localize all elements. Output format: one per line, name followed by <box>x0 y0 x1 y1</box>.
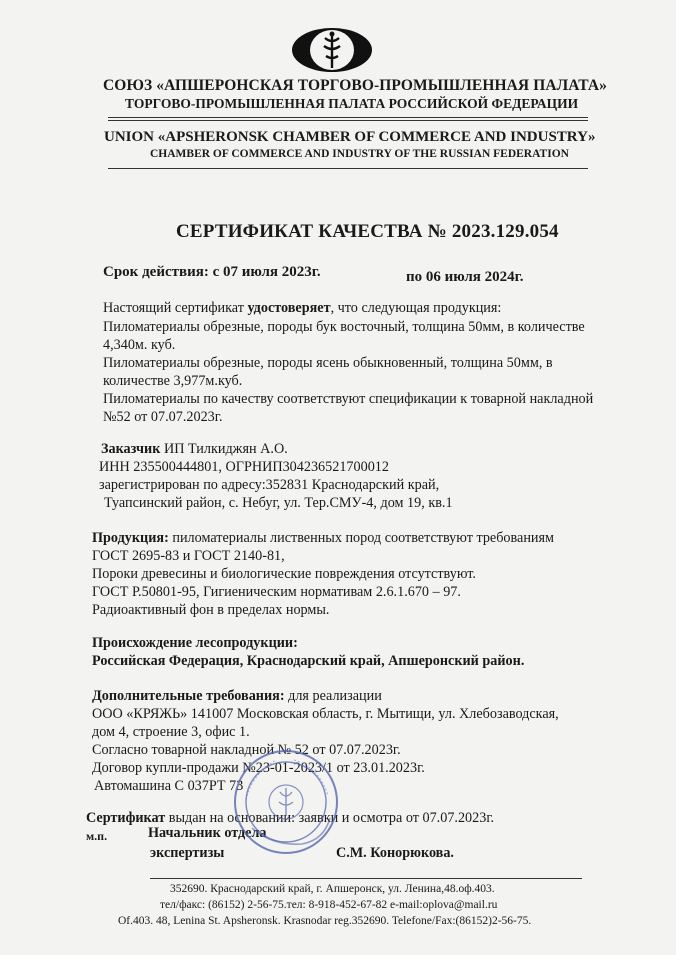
chamber-emblem-icon <box>291 26 373 74</box>
extra-line <box>92 688 382 705</box>
validity-to: по 06 июля 2024г. <box>406 269 524 285</box>
issued-label: Сертификат <box>86 810 166 826</box>
product-line: ГОСТ Р.50801-95, Гигиеническим нормативам 2.6.1.670 – 97. <box>92 584 461 600</box>
body-line: количестве 3,977м.куб. <box>103 373 243 389</box>
extra-line: дом 4, строение 3, офис 1. <box>92 724 250 740</box>
extra-label: Дополнительные требования: <box>92 688 285 704</box>
product-line: Радиоактивный фон в пределах нормы. <box>92 602 330 618</box>
header-line-3: UNION «APSHERONSK CHAMBER OF COMMERCE AND INDUSTRY» <box>104 129 596 145</box>
body-emphasis: удостоверяет <box>247 300 331 316</box>
product-text: пиломатериалы лиственных пород соответствуют требованиям <box>168 530 555 546</box>
head-title-2: экспертизы <box>150 845 225 861</box>
seal-place-label: м.п. <box>86 829 108 843</box>
validity-from: Срок действия: с 07 июля 2023г. <box>103 264 321 280</box>
certificate-title: СЕРТИФИКАТ КАЧЕСТВА № 2023.129.054 <box>176 221 559 242</box>
body-line: Пиломатериалы обрезные, породы ясень обыкновенный, толщина 50мм, в <box>103 355 553 371</box>
header-line-1: СОЮЗ «АПШЕРОНСКАЯ ТОРГОВО-ПРОМЫШЛЕННАЯ ПАЛАТА» <box>103 77 608 94</box>
signer-name: С.М. Конорюкова. <box>336 845 454 861</box>
body-line: №52 от 07.07.2023г. <box>103 409 223 425</box>
extra-line: Автомашина С 037РТ 73 <box>94 778 244 794</box>
body-text: Настоящий сертификат <box>103 300 248 316</box>
body-line: Пиломатериалы обрезные, породы бук восточный, толщина 50мм, в количестве <box>103 319 585 335</box>
footer-address-en: Of.403. 48, Lenina St. Apsheronsk. Krasnodar reg.352690. Telefone/Fax:(86152)2-56-75. <box>118 915 532 927</box>
extra-text: для реализации <box>284 688 382 704</box>
body-text: , что следующая продукция: <box>330 300 502 316</box>
header-divider <box>108 168 588 169</box>
body-line: Пиломатериалы по качеству соответствуют спецификации к товарной накладной <box>103 391 594 407</box>
official-stamp-icon <box>232 748 340 856</box>
body-line <box>103 300 501 317</box>
origin-value: Российская Федерация, Краснодарский край, Апшеронский район. <box>92 653 525 669</box>
footer-address: 352690. Краснодарский край, г. Апшеронск, ул. Ленина,48.оф.403. <box>170 883 495 895</box>
issued-text: выдан на основании: заявки и осмотра от 07.07.2023г. <box>165 810 495 826</box>
header-line-4: CHAMBER OF COMMERCE AND INDUSTRY OF THE RUSSIAN FEDERATION <box>150 148 569 160</box>
customer-address: зарегистрирован по адресу:352831 Краснодарский край, <box>99 477 440 493</box>
footer-contacts: тел/факс: (86152) 2-56-75.тел: 8-918-452-67-82 e-mail:oplova@mail.ru <box>160 899 498 911</box>
product-line: ГОСТ 2695-83 и ГОСТ 2140-81, <box>92 548 285 564</box>
extra-line: ООО «КРЯЖЬ» 141007 Московская область, г. Мытищи, ул. Хлебозаводская, <box>92 706 559 722</box>
product-line: Пороки древесины и биологические повреждения отсутствуют. <box>92 566 476 582</box>
product-line <box>92 530 554 547</box>
customer-inn: ИНН 235500444801, ОГРНИП304236521700012 <box>99 459 389 475</box>
product-label: Продукция: <box>92 530 169 546</box>
header-divider <box>108 117 588 118</box>
customer-line <box>101 441 288 458</box>
footer-divider <box>150 878 582 879</box>
customer-label: Заказчик <box>101 441 161 457</box>
extra-line: Согласно товарной накладной № 52 от 07.07.2023г. <box>92 742 401 758</box>
customer-name: ИП Тилкиджян А.О. <box>160 441 288 457</box>
head-title-1: Начальник отдела <box>148 825 267 841</box>
body-line: 4,340м. куб. <box>103 337 176 353</box>
customer-address: Туапсинский район, с. Небуг, ул. Тер.СМУ-4, дом 19, кв.1 <box>104 495 453 511</box>
header-divider <box>108 120 588 121</box>
extra-line: Договор купли-продажи №23-01-2023/1 от 23.01.2023г. <box>92 760 425 776</box>
origin-label: Происхождение лесопродукции: <box>92 635 298 651</box>
header-line-2: ТОРГОВО-ПРОМЫШЛЕННАЯ ПАЛАТА РОССИЙСКОЙ ФЕДЕРАЦИИ <box>125 96 579 111</box>
